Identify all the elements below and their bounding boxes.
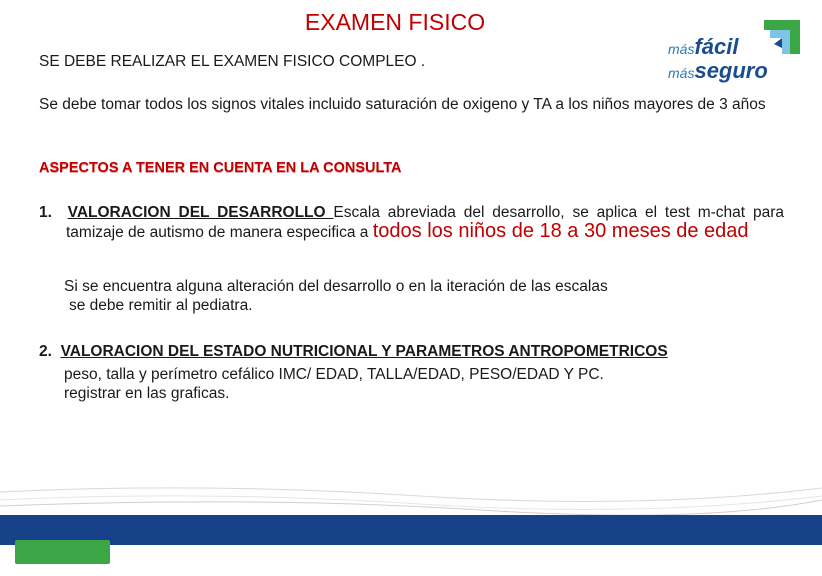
logo-word-facil: fácil [694, 34, 739, 59]
logo-word-seguro: seguro [694, 58, 768, 83]
logo-word-mas-2: más [668, 65, 695, 81]
page-title: EXAMEN FISICO [304, 9, 486, 35]
item-1-heading: VALORACION DEL DESARROLLO [67, 204, 334, 221]
aspects-heading: ASPECTOS A TENER EN CUENTA EN LA CONSULTA [39, 160, 402, 176]
mas-facil-mas-seguro-logo [668, 14, 808, 88]
item-1 [39, 203, 784, 242]
intro-text: SE DEBE REALIZAR EL EXAMEN FISICO COMPLEO . [39, 53, 426, 70]
item-1-number: 1. [39, 204, 52, 221]
item-1-text: Escala abreviada del desarrollo, se aplica el test m-chat para tamizaje de autismo de manera especifica a [66, 204, 784, 241]
item-2 [39, 342, 789, 361]
item-1-note [64, 277, 608, 315]
item-2-heading: VALORACION DEL ESTADO NUTRICIONAL Y PARAMETROS ANTROPOMETRICOS [60, 343, 668, 360]
item-2-line-2: registrar en las graficas. [64, 385, 230, 402]
item-2-number: 2. [39, 343, 52, 360]
vital-signs-text: Se debe tomar todos los signos vitales incluido saturación de oxigeno y TA a los niños mayores de 3 años [39, 96, 766, 113]
logo-word-mas-1: más [668, 41, 695, 57]
item-1-highlight: todos los niños de 18 a 30 meses de edad [372, 220, 749, 242]
item-2-line-1: peso, talla y perímetro cefálico IMC/ EDAD, TALLA/EDAD, PESO/EDAD Y PC. [64, 366, 604, 383]
footer-brand-logo [15, 540, 110, 564]
item-2-body [64, 365, 604, 403]
logo-arrow-icon [760, 14, 806, 56]
item-1-note-line-1: Si se encuentra alguna alteración del desarrollo o en la iteración de las escalas [64, 278, 608, 295]
item-1-note-line-2: se debe remitir al pediatra. [69, 297, 253, 314]
footer-band [0, 515, 822, 545]
